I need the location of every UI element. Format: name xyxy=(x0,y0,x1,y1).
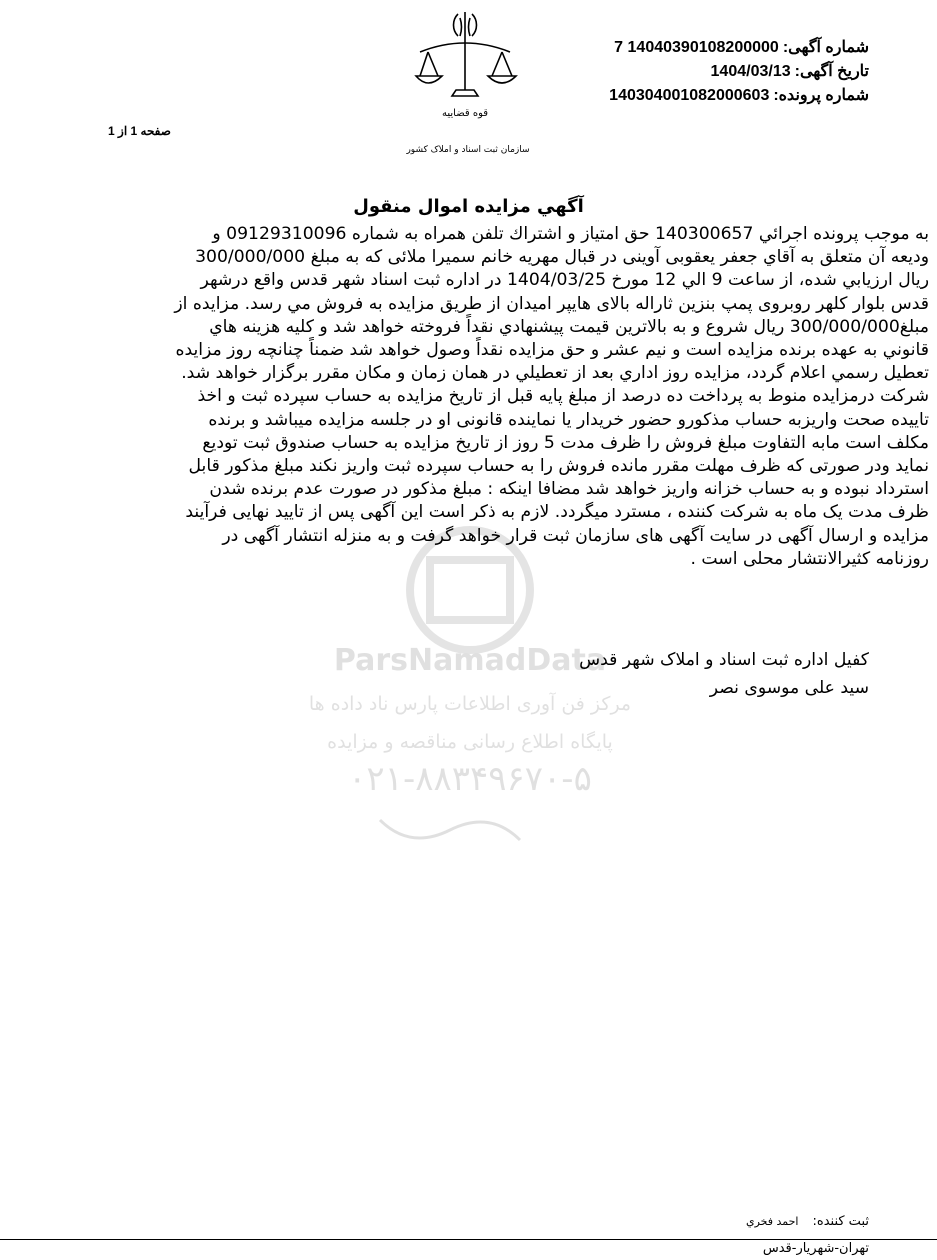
watermark-phone: ۰۲۱-۸۸۳۴۹۶۷۰-۵ xyxy=(348,759,592,799)
watermark-brand: ParsNamadData xyxy=(333,643,607,678)
body-line: وديعه آن متعلق به آقاي جعفر يعقوبی آوينی در قبال مهريه خانم سميرا ملائی که به مبلغ 300/000/000 xyxy=(195,247,929,268)
ad-date-row xyxy=(605,60,869,84)
body-line: قانوني به عهده برنده مزايده است و نيم عشر و حق مزايده نقداً وصول خواهد شد ضمناً چنانچه روز مزايده xyxy=(175,340,929,361)
ad-number: 14040390108200000 7 xyxy=(614,39,779,56)
judiciary-emblem-logo xyxy=(380,4,550,164)
emblem-text-1: قوه قضاییه xyxy=(441,108,489,119)
file-number: 140304001082000603 xyxy=(609,87,770,104)
file-number-label: شماره پرونده: xyxy=(773,87,869,104)
body-line: مکلف است مابه التفاوت مبلغ فروش را ظرف مدت 5 روز از تاريخ مزايده به حساب صندوق ثبت توديع xyxy=(202,432,929,453)
body-line: مبلغ300/000/000 ريال شروع و به بالاترين قيمت پيشنهادي نقداً فروخته خواهد شد و کليه هزينه هاي xyxy=(209,316,929,337)
body-line: ريال ارزيابي شده، از ساعت 9 الي 12 مورخ 1404/03/25 در اداره ثبت اسناد شهر قدس واقع درشهر xyxy=(200,270,929,291)
emblem-text-2: سازمان ثبت اسناد و املاک کشور xyxy=(406,145,530,155)
body-line: ظرف مدت يک ماه به شرکت کننده ، مسترد ميگردد. لازم به ذکر است اين آگهی پس از تاييد نهايی فرآيند xyxy=(185,502,929,523)
body-line: به موجب پرونده اجرائي 140300657 حق امتياز و اشتراك تلفن همراه به شماره 09129310096 و xyxy=(212,224,929,244)
body-line: مزايده و ارسال آگهی در سايت آگهی های سازمان ثبت قرار خواهد گرفت و به منزله انتشار آگهی در xyxy=(222,525,929,546)
body-line: تاييده صحت واريزبه حساب مذکورو حضور خريدار يا نماينده قانونی او در جلسه مزايده ميباشد و برنده xyxy=(208,409,929,430)
ad-date: 1404/03/13 xyxy=(710,63,791,80)
ad-number-row xyxy=(605,36,869,60)
body-line: روزنامه کثيرالانتشار محلی است . xyxy=(690,548,929,569)
body-line: شرکت درمزايده منوط به پرداخت ده درصد از مبلغ پايه قبل از تاريخ مزايده به حساب سپرده ثبت و اخذ xyxy=(197,386,929,407)
scales-icon xyxy=(416,40,516,96)
registrar xyxy=(746,1214,869,1229)
notice-body xyxy=(8,223,929,571)
page-number: صفحه 1 از 1 xyxy=(108,124,171,138)
watermark-line2: پایگاه اطلاع رسانی مناقصه و مزایده xyxy=(327,731,613,753)
ad-meta xyxy=(605,36,869,108)
location: تهران-شهريار-قدس xyxy=(762,1241,869,1256)
document-title: آگهي مزايده اموال منقول xyxy=(353,196,584,217)
body-line: تعطيل رسمي اعلام گردد، مزايده روز اداري بعد از تعطيلي در همان زمان و مکان مقرر برگزار خواهد شد. xyxy=(181,363,929,384)
body-line: قدس بلوار کلهر روبروی پمپ بنزين ثاراله بالای هايپر اميدان از طريق مزايده به فروش مي رسد. مزايده از xyxy=(174,293,929,314)
registrar-name: احمد فخري xyxy=(745,1215,799,1228)
body-line: نمايد ودر صورتی که ظرف مهلت مقرر مانده فروش را به حساب سپرده ثبت واريز نکند مبلغ مذکور قابل xyxy=(188,456,929,477)
iran-emblem-icon xyxy=(454,12,477,40)
signature-title: كفيل اداره ثبت اسناد و املاک شهر قدس xyxy=(579,650,869,670)
footer-divider xyxy=(0,1239,937,1240)
registrar-label: ثبت کننده: xyxy=(812,1214,869,1229)
signature-name: سيد علی موسوی نصر xyxy=(709,678,869,698)
body-line: استرداد نبوده و به حساب خزانه واريز خواهد شد مضافا اينکه : مبلغ مذکور در صورت عدم برنده شدن xyxy=(209,479,929,500)
ad-date-label: تاریخ آگهی: xyxy=(794,63,869,80)
file-number-row xyxy=(605,84,869,108)
ad-number-label: شماره آگهی: xyxy=(782,39,869,56)
watermark-line1: مرکز فن آوری اطلاعات پارس ناد داده ها xyxy=(308,693,632,715)
